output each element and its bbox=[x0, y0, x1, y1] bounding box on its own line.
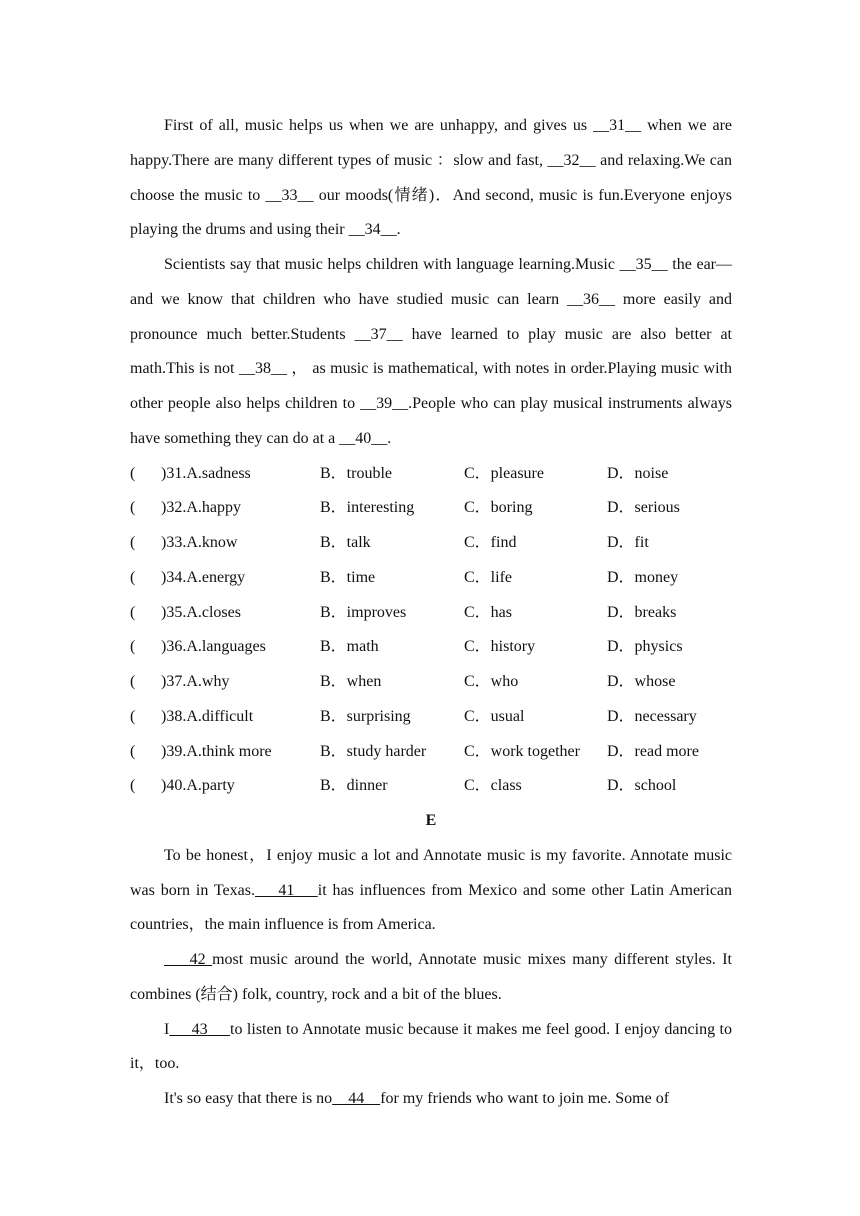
blank-41: 41 bbox=[255, 881, 318, 899]
answer-paren: ( bbox=[130, 499, 136, 517]
question-row-37 bbox=[130, 665, 732, 700]
option-b: B．surprising bbox=[320, 707, 411, 725]
option-a: )31.A.sadness bbox=[161, 464, 251, 482]
answer-paren: ( bbox=[130, 464, 136, 482]
question-row-34 bbox=[130, 561, 732, 596]
question-row-40 bbox=[130, 769, 732, 804]
document-page bbox=[130, 109, 732, 1117]
option-c: C．class bbox=[464, 777, 522, 795]
text: . bbox=[387, 429, 392, 447]
text: when we are happy.There are many different types of music ：slow and fast, bbox=[130, 117, 733, 169]
text: ， as music is mathematical, with notes in order.Playing music with other people also helps children to bbox=[130, 360, 732, 412]
section-e-paragraph-3 bbox=[130, 1013, 732, 1083]
option-c: C．has bbox=[464, 603, 513, 621]
text: First of all, music helps us when we are unhappy, and gives us bbox=[164, 117, 594, 134]
option-a: )32.A.happy bbox=[161, 499, 241, 517]
text: To be honest，I enjoy music a lot and Annotate music is my favorite. Annotate music was born in Texas. bbox=[130, 846, 732, 899]
option-b: B．math bbox=[320, 638, 379, 656]
option-b: B．interesting bbox=[320, 499, 415, 517]
blank-32: __32__ bbox=[547, 151, 596, 169]
option-b: B．time bbox=[320, 568, 376, 586]
text: most music around the world, Annotate music mixes many different styles. It combines (结合) folk, country, rock and a bit of the blues. bbox=[130, 951, 732, 1003]
text: . bbox=[396, 221, 401, 239]
question-row-38 bbox=[130, 700, 732, 735]
option-c: C．usual bbox=[464, 707, 525, 725]
option-a: )36.A.languages bbox=[161, 638, 266, 656]
option-a: )40.A.party bbox=[161, 777, 235, 795]
blank-37: __37__ bbox=[354, 325, 403, 343]
option-c: C．pleasure bbox=[464, 464, 544, 482]
blank-34: __34__ bbox=[348, 221, 397, 239]
blank-42: 42 bbox=[164, 951, 213, 968]
option-b: B．when bbox=[320, 673, 382, 690]
option-b: B．dinner bbox=[320, 777, 388, 795]
option-b: B．study harder bbox=[320, 742, 427, 760]
option-a: )39.A.think more bbox=[161, 742, 272, 760]
option-d: D．fit bbox=[607, 534, 649, 551]
option-c: C．work together bbox=[464, 742, 580, 760]
section-e-paragraph-4 bbox=[130, 1082, 732, 1117]
blank-35: __35__ bbox=[619, 256, 668, 273]
option-d: D．school bbox=[607, 777, 677, 795]
option-a: )33.A.know bbox=[161, 534, 238, 551]
text: .People who can play musical instruments always have something they can do at a bbox=[130, 395, 732, 447]
blank-40: __40__ bbox=[339, 429, 388, 447]
answer-paren: ( bbox=[130, 742, 136, 760]
section-e-paragraph-1 bbox=[130, 839, 732, 943]
option-d: D．money bbox=[607, 568, 679, 586]
text: Scientists say that music helps children with language learning.Music bbox=[164, 256, 620, 273]
option-d: D．necessary bbox=[607, 707, 697, 725]
option-d: D．read more bbox=[607, 742, 699, 760]
blank-43: 43 bbox=[169, 1020, 231, 1038]
blank-39: __39__ bbox=[360, 395, 409, 412]
passage-d-paragraph-1 bbox=[130, 109, 732, 248]
question-row-39 bbox=[130, 735, 732, 770]
question-row-31 bbox=[130, 457, 732, 492]
option-c: C．find bbox=[464, 534, 517, 551]
text: the ear—and we know that children who have studied music can learn bbox=[130, 256, 733, 308]
answer-paren: ( bbox=[130, 568, 136, 586]
option-a: )34.A.energy bbox=[161, 568, 246, 586]
option-b: B．talk bbox=[320, 534, 371, 551]
option-d: D．breaks bbox=[607, 603, 677, 621]
question-row-36 bbox=[130, 630, 732, 665]
section-e-title: E bbox=[425, 812, 437, 829]
option-d: D．physics bbox=[607, 638, 683, 656]
option-c: C．history bbox=[464, 638, 536, 656]
option-d: D．whose bbox=[607, 673, 676, 690]
option-a: )35.A.closes bbox=[161, 603, 241, 621]
text: more easily and pronounce much better.Students bbox=[130, 290, 732, 343]
text: for my friends who want to join me. Some of bbox=[380, 1090, 670, 1107]
answer-paren: ( bbox=[130, 638, 136, 656]
section-e-paragraph-2 bbox=[130, 943, 732, 1013]
answer-paren: ( bbox=[130, 673, 136, 690]
option-d: D．noise bbox=[607, 464, 669, 482]
question-row-35 bbox=[130, 596, 732, 631]
passage-d-paragraph-2 bbox=[130, 248, 732, 457]
text: It's so easy that there is no bbox=[164, 1090, 333, 1107]
answer-paren: ( bbox=[130, 603, 136, 621]
option-a: )37.A.why bbox=[161, 673, 230, 690]
blank-31: __31__ bbox=[593, 117, 642, 134]
option-c: C．who bbox=[464, 673, 519, 690]
text: our moods(情绪)．And second, music is fun.Everyone enjoys playing the drums and using their bbox=[130, 186, 732, 239]
answer-paren: ( bbox=[130, 777, 136, 795]
question-row-33 bbox=[130, 526, 732, 561]
answer-paren: ( bbox=[130, 534, 136, 551]
option-a: )38.A.difficult bbox=[161, 707, 254, 725]
blank-44: 44 bbox=[332, 1090, 381, 1107]
question-options-list bbox=[130, 457, 732, 805]
text: to listen to Annotate music because it makes me feel good. I enjoy dancing to it，too. bbox=[130, 1020, 732, 1073]
text: I bbox=[164, 1020, 170, 1038]
blank-36: __36__ bbox=[567, 290, 615, 308]
blank-33: __33__ bbox=[265, 186, 314, 204]
text: have learned to play music are also better at math.This is not bbox=[130, 325, 732, 378]
text: and relaxing.We can choose the music to bbox=[130, 151, 732, 204]
answer-paren: ( bbox=[130, 707, 136, 725]
question-row-32 bbox=[130, 491, 732, 526]
option-c: C．life bbox=[464, 568, 512, 586]
option-b: B．trouble bbox=[320, 464, 392, 482]
blank-38: __38__ bbox=[238, 360, 287, 378]
option-d: D．serious bbox=[607, 499, 680, 517]
option-b: B．improves bbox=[320, 603, 407, 621]
text: it has influences from Mexico and some other Latin American countries，the main influence is from America. bbox=[130, 881, 733, 934]
option-c: C．boring bbox=[464, 499, 533, 517]
